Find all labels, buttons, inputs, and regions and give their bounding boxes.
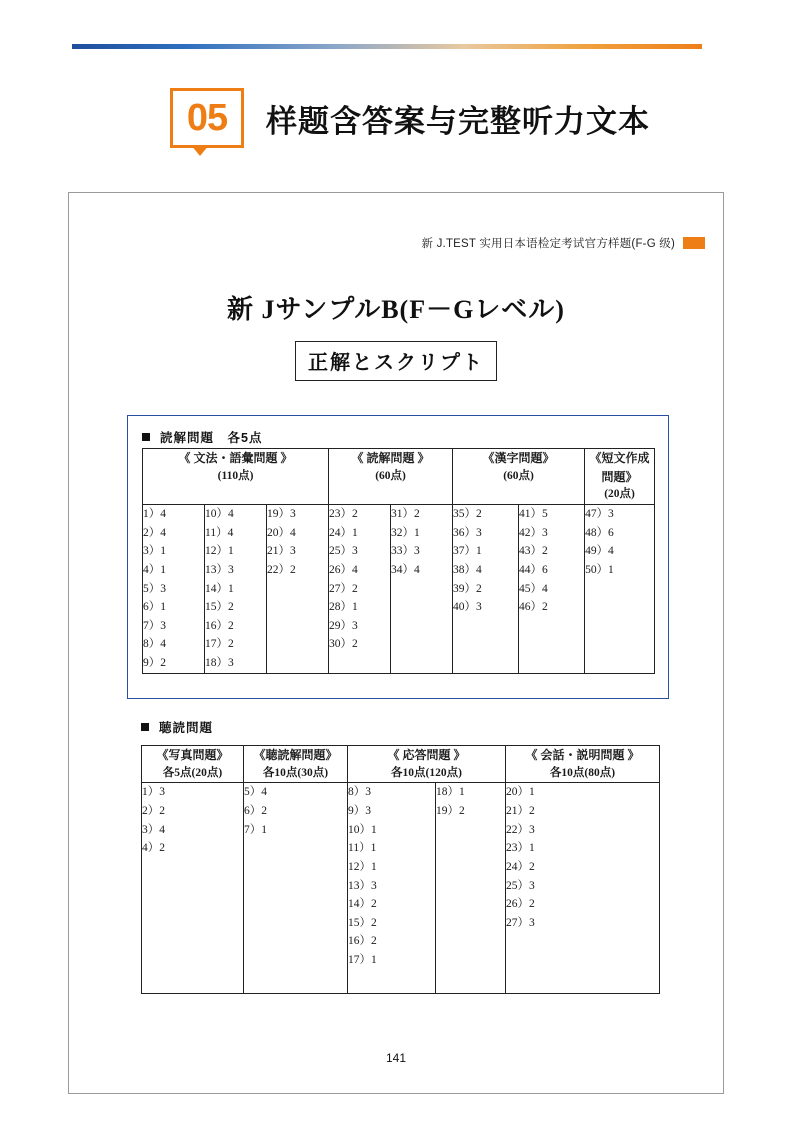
page-subtitle: 正解とスクリプト [295,341,497,381]
answer-item: 28）1 [329,601,358,614]
answer-item: 37）1 [453,545,482,558]
listening-header-comprehension-points: 各10点(30点) [262,766,329,779]
answer-item: 48）6 [585,526,614,539]
answer-item: 45）4 [519,582,548,595]
answer-item: 25）3 [329,545,358,558]
answer-item: 3）4 [142,823,165,836]
answer-item: 35）2 [453,508,482,520]
answer-column [348,783,436,994]
answer-column [244,783,348,994]
answer-item: 20）1 [506,786,535,799]
answer-column [267,505,329,674]
answer-item: 11）4 [205,526,234,539]
table-header-row [143,449,655,505]
answer-item: 27）3 [506,916,535,929]
answer-item: 3）1 [143,545,166,558]
answer-item: 7）3 [143,619,166,632]
answer-item: 21）3 [267,545,296,558]
square-bullet-icon [142,433,150,441]
answer-item: 18）3 [205,657,234,669]
answer-item: 12）1 [348,860,377,873]
answer-item: 29）3 [329,619,358,632]
answer-item: 14）1 [205,582,234,595]
answer-item: 32）1 [391,526,420,539]
answer-item: 22）2 [267,563,296,576]
table-row [143,505,655,674]
answer-item: 41）5 [519,508,548,520]
answer-item: 1）3 [142,786,165,799]
answer-item: 39）2 [453,582,482,595]
reading-header-composition-points: (20点) [604,488,635,501]
answer-item: 7）1 [244,823,267,836]
answer-column [329,505,391,674]
answer-item: 19）2 [436,805,465,818]
answer-item: 15）2 [348,916,377,929]
listening-section-label-text: 聴読問題 [159,721,214,735]
reading-header-composition-title: 《短文作成問題》 [589,451,650,484]
answer-item: 22）3 [506,823,535,836]
listening-header-comprehension-title: 《聴読解問題》 [253,748,338,762]
listening-header-conversation-title: 《 会話・説明問題 》 [525,748,640,762]
listening-header-photo [142,746,244,783]
answer-item: 23）2 [329,508,358,520]
reading-section-label-text: 読解問題 各5点 [160,431,263,445]
reading-header-reading [329,449,453,505]
reading-header-grammar [143,449,329,505]
page-subtitle-wrap [69,341,723,381]
running-head [422,235,705,251]
answer-column [453,505,519,674]
answer-item: 38）4 [453,563,482,576]
chapter-title: 样题含答案与完整听力文本 [266,103,650,139]
answer-item: 2）4 [143,526,166,539]
answer-item: 16）2 [348,935,377,948]
answer-item: 12）1 [205,545,234,558]
listening-header-response [348,746,506,783]
running-head-mark [683,237,705,249]
reading-header-kanji-title: 《漢字問題》 [482,451,555,465]
answer-item: 16）2 [205,619,234,632]
answer-item: 1）4 [143,508,166,520]
answer-item: 17）2 [205,638,234,651]
answer-item: 4）2 [142,842,165,855]
answer-item: 30）2 [329,638,358,651]
table-header-row [142,746,660,783]
answer-item: 47）3 [585,508,614,520]
chapter-number: 05 [186,97,228,139]
document-page [68,192,724,1094]
answer-item: 25）3 [506,879,535,892]
answer-column [143,505,205,674]
answer-item: 17）1 [348,954,377,967]
listening-header-conversation-points: 各10点(80点) [549,766,616,779]
listening-header-photo-points: 各5点(20点) [162,766,223,779]
reading-section-box [127,415,669,699]
answer-item: 5）3 [143,582,166,595]
answer-item: 27）2 [329,582,358,595]
answer-item: 14）2 [348,898,377,911]
chapter-number-badge [170,88,244,148]
answer-item: 18）1 [436,786,465,799]
answer-item: 10）4 [205,508,234,520]
answer-item: 8）3 [348,786,371,799]
listening-header-photo-title: 《写真問題》 [156,748,229,762]
answer-item: 23）1 [506,842,535,855]
listening-header-response-points: 各10点(120点) [391,766,462,779]
answer-item: 11）1 [348,842,377,855]
answer-item: 34）4 [391,563,420,576]
answer-item: 46）2 [519,601,548,614]
listening-answer-table [141,745,660,994]
running-head-text: 新 J.TEST 实用日本语检定考试官方样题(F-G 级) [421,238,675,250]
listening-header-response-title: 《 応答問題 》 [387,748,466,762]
answer-item: 5）4 [244,786,267,799]
answer-item: 6）2 [244,805,267,818]
reading-answer-table [142,448,655,674]
answer-column [506,783,660,994]
table-row [142,783,660,994]
listening-header-comprehension [244,746,348,783]
answer-item: 49）4 [585,545,614,558]
chapter-heading [170,88,650,148]
answer-column [519,505,585,674]
answer-item: 42）3 [519,526,548,539]
answer-item: 9）3 [348,805,371,818]
answer-item: 9）2 [143,657,166,669]
answer-item: 13）3 [205,563,234,576]
answer-item: 8）4 [143,638,166,651]
listening-section-label [141,718,213,736]
reading-header-kanji-points: (60点) [503,469,534,482]
answer-item: 36）3 [453,526,482,539]
answer-column [142,783,244,994]
reading-header-kanji [453,449,585,505]
reading-header-grammar-title: 《 文法・語彙問題 》 [178,451,293,465]
answer-item: 2）2 [142,805,165,818]
answer-column [585,505,655,674]
answer-item: 20）4 [267,526,296,539]
answer-item: 26）4 [329,563,358,576]
answer-item: 26）2 [506,898,535,911]
answer-column [391,505,453,674]
answer-item: 44）6 [519,563,548,576]
reading-header-grammar-points: (110点) [217,469,254,482]
answer-item: 6）1 [143,601,166,614]
answer-item: 43）2 [519,545,548,558]
reading-header-composition [585,449,655,505]
answer-item: 24）1 [329,526,358,539]
answer-item: 15）2 [205,601,234,614]
page-number: 141 [385,1051,407,1065]
answer-column [436,783,506,994]
answer-item: 31）2 [391,508,420,520]
answer-item: 50）1 [585,563,614,576]
reading-header-reading-title: 《 読解問題 》 [351,451,430,465]
listening-header-conversation [506,746,660,783]
square-bullet-icon [141,723,149,731]
reading-section-label [142,428,668,446]
answer-item: 40）3 [453,601,482,614]
answer-item: 21）2 [506,805,535,818]
answer-item: 13）3 [348,879,377,892]
decorative-top-rule [72,44,702,49]
answer-item: 19）3 [267,508,296,520]
page-title: 新 JサンプルB(F－Gレベル) [227,295,565,324]
answer-item: 10）1 [348,823,377,836]
answer-column [205,505,267,674]
reading-header-reading-points: (60点) [375,469,406,482]
answer-item: 4）1 [143,563,166,576]
answer-item: 24）2 [506,860,535,873]
answer-item: 33）3 [391,545,420,558]
